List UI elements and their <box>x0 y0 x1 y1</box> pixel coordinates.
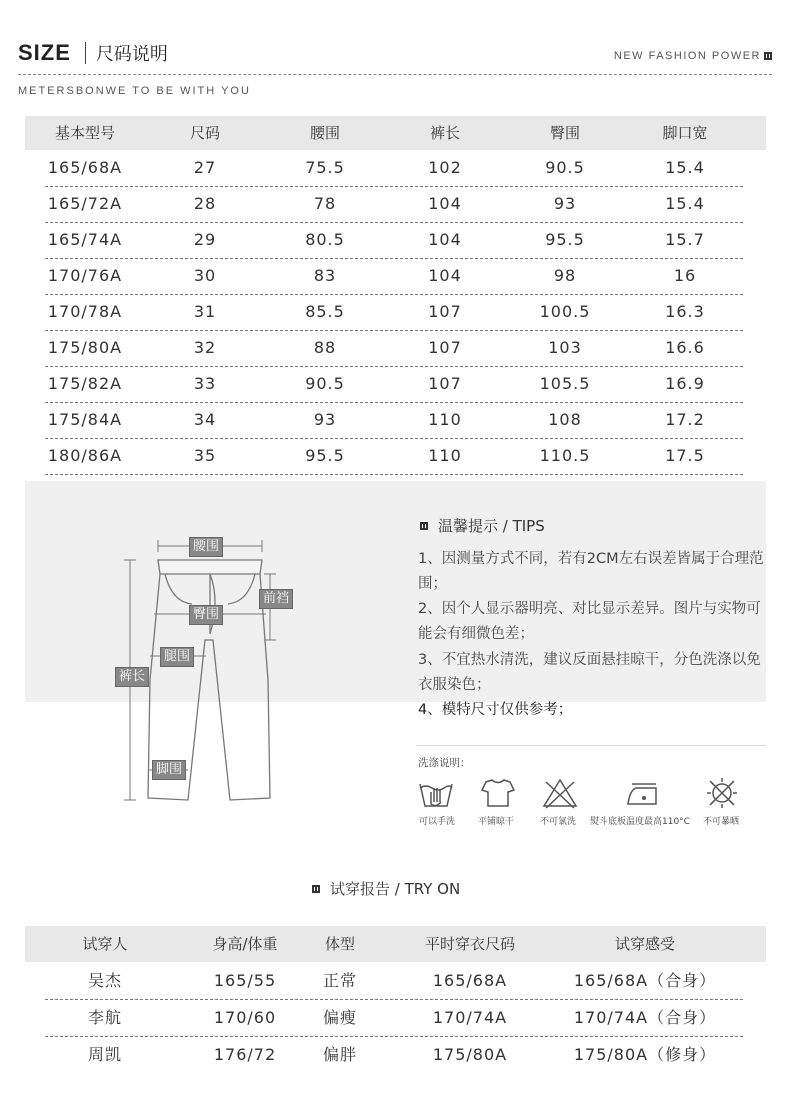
size-cell: 31 <box>193 302 217 321</box>
size-cell: 32 <box>193 338 217 357</box>
size-cell: 95.5 <box>545 230 585 249</box>
size-cell: 27 <box>193 158 217 177</box>
square-plus-icon <box>420 522 428 530</box>
size-cell: 102 <box>428 158 462 177</box>
size-cell: 15.7 <box>665 230 705 249</box>
wash-label-no-bleach: 不可氯洗 <box>540 817 577 827</box>
size-cell: 175/82A <box>47 374 123 393</box>
size-col-header: 臀围 <box>549 124 580 142</box>
size-col-header: 脚口宽 <box>662 124 708 142</box>
size-cell: 104 <box>428 194 462 213</box>
title-size: SIZE <box>18 40 71 65</box>
wash-label-flat-dry: 平铺晾干 <box>478 817 515 827</box>
tip-item-3: 3、不宜热水清洗，建议反面悬挂晾干，分色洗涤以免衣服染色； <box>418 652 761 693</box>
size-cell: 29 <box>193 230 217 249</box>
tryon-cell: 176/72 <box>213 1045 277 1064</box>
size-cell: 110.5 <box>539 446 591 465</box>
hand-wash-icon <box>416 776 456 810</box>
size-cell: 85.5 <box>305 302 345 321</box>
size-table-row <box>25 222 766 258</box>
tryon-cell: 170/74A（合身） <box>573 1008 717 1027</box>
size-cell: 104 <box>428 230 462 249</box>
tryon-title-text: 试穿报告 / TRY ON <box>330 880 461 898</box>
tryon-cell: 李航 <box>87 1008 122 1027</box>
size-cell: 35 <box>193 446 217 465</box>
size-table-row <box>25 258 766 294</box>
size-cell: 180/86A <box>47 446 123 465</box>
title-size-guide: 尺码说明 <box>95 44 168 65</box>
size-cell: 110 <box>428 446 462 465</box>
size-cell: 75.5 <box>305 158 345 177</box>
tryon-cell: 165/68A <box>432 971 508 990</box>
size-table-row <box>25 186 766 222</box>
brand-subtitle: METERSBONWE TO BE WITH YOU <box>18 85 251 97</box>
tips-heading <box>420 515 545 536</box>
tryon-col-header: 体型 <box>324 935 355 953</box>
size-cell: 107 <box>428 374 462 393</box>
size-cell: 165/74A <box>47 230 123 249</box>
size-cell: 16.9 <box>665 374 705 393</box>
tip-item-4: 4、模特尺寸仅供参考； <box>418 702 573 718</box>
square-plus-icon <box>764 52 772 60</box>
iron-icon <box>622 776 662 810</box>
tryon-col-header: 试穿感受 <box>614 935 675 953</box>
size-cell: 175/84A <box>47 410 123 429</box>
size-col-header: 基本型号 <box>54 124 115 142</box>
size-table-row <box>25 366 766 402</box>
size-cell: 98 <box>553 266 577 285</box>
size-cell: 33 <box>193 374 217 393</box>
title-divider <box>85 42 86 64</box>
size-cell: 30 <box>193 266 217 285</box>
label-hip: 臀围 <box>189 605 223 625</box>
size-cell: 104 <box>428 266 462 285</box>
size-cell: 170/78A <box>47 302 123 321</box>
size-cell: 93 <box>553 194 577 213</box>
no-sun-icon <box>702 776 742 810</box>
size-cell: 15.4 <box>665 158 705 177</box>
size-cell: 105.5 <box>539 374 591 393</box>
size-cell: 83 <box>313 266 337 285</box>
size-col-header: 裤长 <box>429 124 460 142</box>
tips-title-text: 温馨提示 / TIPS <box>438 517 545 535</box>
washing-divider <box>416 745 766 746</box>
label-hem: 脚围 <box>152 760 186 780</box>
size-table-row <box>25 294 766 330</box>
tryon-cell: 175/80A（修身） <box>573 1045 717 1064</box>
label-front-rise: 前裆 <box>259 589 293 609</box>
tryon-cell: 正常 <box>322 971 357 990</box>
size-cell: 165/68A <box>47 158 123 177</box>
header-divider <box>18 74 772 75</box>
tip-item-2: 2、因个人显示器明亮、对比显示差异。图片与实物可能会有细微色差； <box>418 601 761 642</box>
tryon-heading <box>312 878 460 899</box>
size-cell: 28 <box>193 194 217 213</box>
size-cell: 108 <box>548 410 582 429</box>
size-cell: 80.5 <box>305 230 345 249</box>
square-plus-icon <box>312 885 320 893</box>
tryon-cell: 170/60 <box>213 1008 277 1027</box>
size-cell: 110 <box>428 410 462 429</box>
size-cell: 170/76A <box>47 266 123 285</box>
size-cell: 34 <box>193 410 217 429</box>
size-cell: 16 <box>673 266 697 285</box>
washing-title: 洗涤说明： <box>418 757 471 769</box>
size-cell: 17.5 <box>665 446 705 465</box>
size-cell: 165/72A <box>47 194 123 213</box>
tryon-col-header: 平时穿衣尺码 <box>424 935 515 953</box>
size-cell: 95.5 <box>305 446 345 465</box>
no-bleach-icon <box>540 776 580 810</box>
wash-label-iron: 熨斗底板温度最高110°C <box>590 817 690 827</box>
wash-label-hand: 可以手洗 <box>419 817 456 827</box>
size-table-header <box>25 116 766 150</box>
tryon-cell: 165/55 <box>213 971 277 990</box>
wash-label-no-sun: 不可暴晒 <box>703 817 740 827</box>
size-cell: 103 <box>548 338 582 357</box>
tryon-cell: 165/68A（合身） <box>573 971 717 990</box>
size-cell: 15.4 <box>665 194 705 213</box>
tryon-col-header: 试穿人 <box>82 935 128 953</box>
label-length: 裤长 <box>115 667 149 687</box>
flat-dry-icon <box>478 776 518 810</box>
size-table-row <box>25 402 766 438</box>
size-cell: 107 <box>428 338 462 357</box>
size-table-row <box>25 438 766 474</box>
tagline <box>614 50 772 62</box>
row-divider <box>45 474 743 475</box>
tryon-cell: 偏胖 <box>322 1045 357 1064</box>
size-table-row <box>25 150 766 186</box>
tryon-cell: 吴杰 <box>87 971 122 990</box>
size-table-row <box>25 330 766 366</box>
size-col-header: 腰围 <box>309 124 340 142</box>
label-thigh: 腿围 <box>160 647 194 667</box>
size-cell: 16.3 <box>665 302 705 321</box>
size-cell: 88 <box>313 338 337 357</box>
tryon-cell: 175/80A <box>432 1045 508 1064</box>
tagline-text: NEW FASHION POWER <box>613 50 761 62</box>
size-cell: 17.2 <box>665 410 705 429</box>
page-header <box>18 38 168 68</box>
tryon-cell: 170/74A <box>432 1008 508 1027</box>
size-cell: 107 <box>428 302 462 321</box>
size-cell: 175/80A <box>47 338 123 357</box>
size-cell: 90.5 <box>545 158 585 177</box>
size-col-header: 尺码 <box>189 124 220 142</box>
tryon-cell: 偏瘦 <box>322 1008 357 1027</box>
size-cell: 90.5 <box>305 374 345 393</box>
size-cell: 100.5 <box>539 302 591 321</box>
size-cell: 16.6 <box>665 338 705 357</box>
label-waist: 腰围 <box>189 537 223 557</box>
tryon-cell: 周凯 <box>87 1045 122 1064</box>
size-cell: 93 <box>313 410 337 429</box>
size-cell: 78 <box>313 194 337 213</box>
tryon-col-header: 身高/体重 <box>212 935 278 953</box>
tip-item-1: 1、因测量方式不同，若有2CM左右误差皆属于合理范围； <box>418 551 764 592</box>
